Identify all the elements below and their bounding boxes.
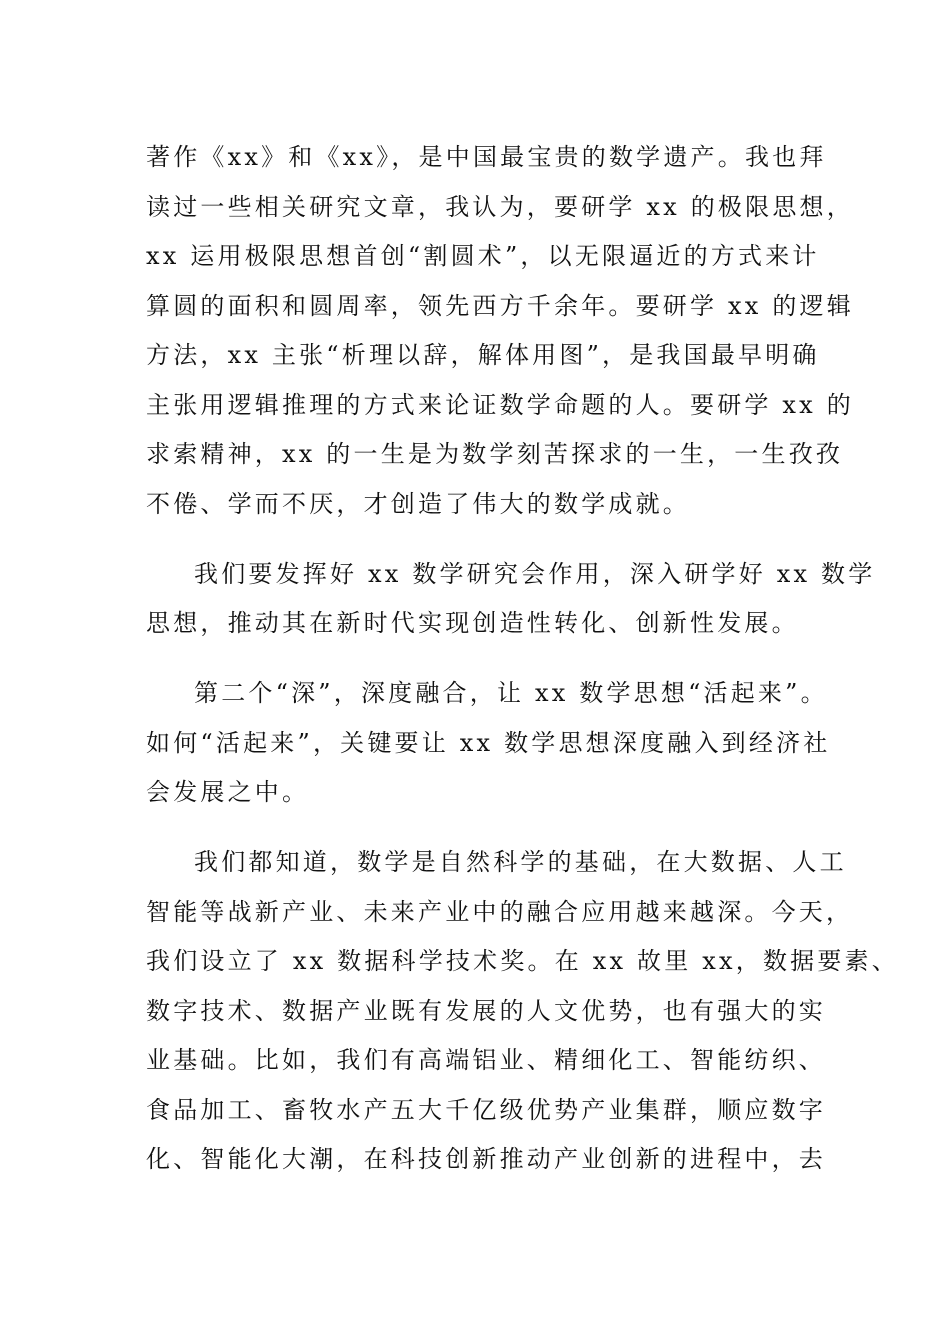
text-line: xx 运用极限思想首创“割圆术”，以无限逼近的方式来计 xyxy=(146,242,820,270)
text-line: 我们设立了 xx 数据科学技术奖。在 xx 故里 xx，数据要素、 xyxy=(146,947,899,975)
paragraph-2 xyxy=(146,550,876,649)
paragraph-3 xyxy=(146,669,831,818)
text-line: 我们要发挥好 xx 数学研究会作用，深入研学好 xx 数学 xyxy=(194,559,876,588)
document-page xyxy=(146,133,899,1205)
text-line: 如何“活起来”，关键要让 xx 数学思想深度融入到经济社 xyxy=(146,728,831,757)
text-line: 算圆的面积和圆周率，领先西方千余年。要研学 xx 的逻辑 xyxy=(146,291,854,320)
text-line: 化、智能化大潮，在科技创新推动产业创新的进程中，去 xyxy=(146,1145,826,1173)
text-line: 不倦、学而不厌，才创造了伟大的数学成就。 xyxy=(146,489,690,518)
text-line: 读过一些相关研究文章，我认为，要研学 xx 的极限思想， xyxy=(146,192,854,221)
paragraph-1 xyxy=(146,133,854,529)
text-line: 思想，推动其在新时代实现创造性转化、创新性发展。 xyxy=(146,609,799,637)
text-line: 我们都知道，数学是自然科学的基础，在大数据、人工 xyxy=(194,848,847,876)
text-line: 数字技术、数据产业既有发展的人文优势，也有强大的实 xyxy=(146,996,826,1025)
text-line: 著作《xx》和《xx》，是中国最宝贵的数学遗产。我也拜 xyxy=(146,143,827,171)
text-line: 第二个“深”，深度融合，让 xx 数学思想“活起来”。 xyxy=(194,679,828,707)
text-line: 食品加工、畜牧水产五大千亿级优势产业集群，顺应数字 xyxy=(146,1095,826,1124)
text-line: 业基础。比如，我们有高端铝业、精细化工、智能纺织、 xyxy=(146,1046,826,1074)
text-line: 会发展之中。 xyxy=(146,778,310,806)
text-line: 求索精神，xx 的一生是为数学刻苦探求的一生，一生孜孜 xyxy=(146,440,844,468)
paragraph-4 xyxy=(146,838,899,1185)
text-line: 主张用逻辑推理的方式来论证数学命题的人。要研学 xx 的 xyxy=(146,390,854,419)
text-line: 智能等战新产业、未来产业中的融合应用越来越深。今天， xyxy=(146,897,854,926)
text-line: 方法，xx 主张“析理以辞，解体用图”，是我国最早明确 xyxy=(146,341,820,369)
